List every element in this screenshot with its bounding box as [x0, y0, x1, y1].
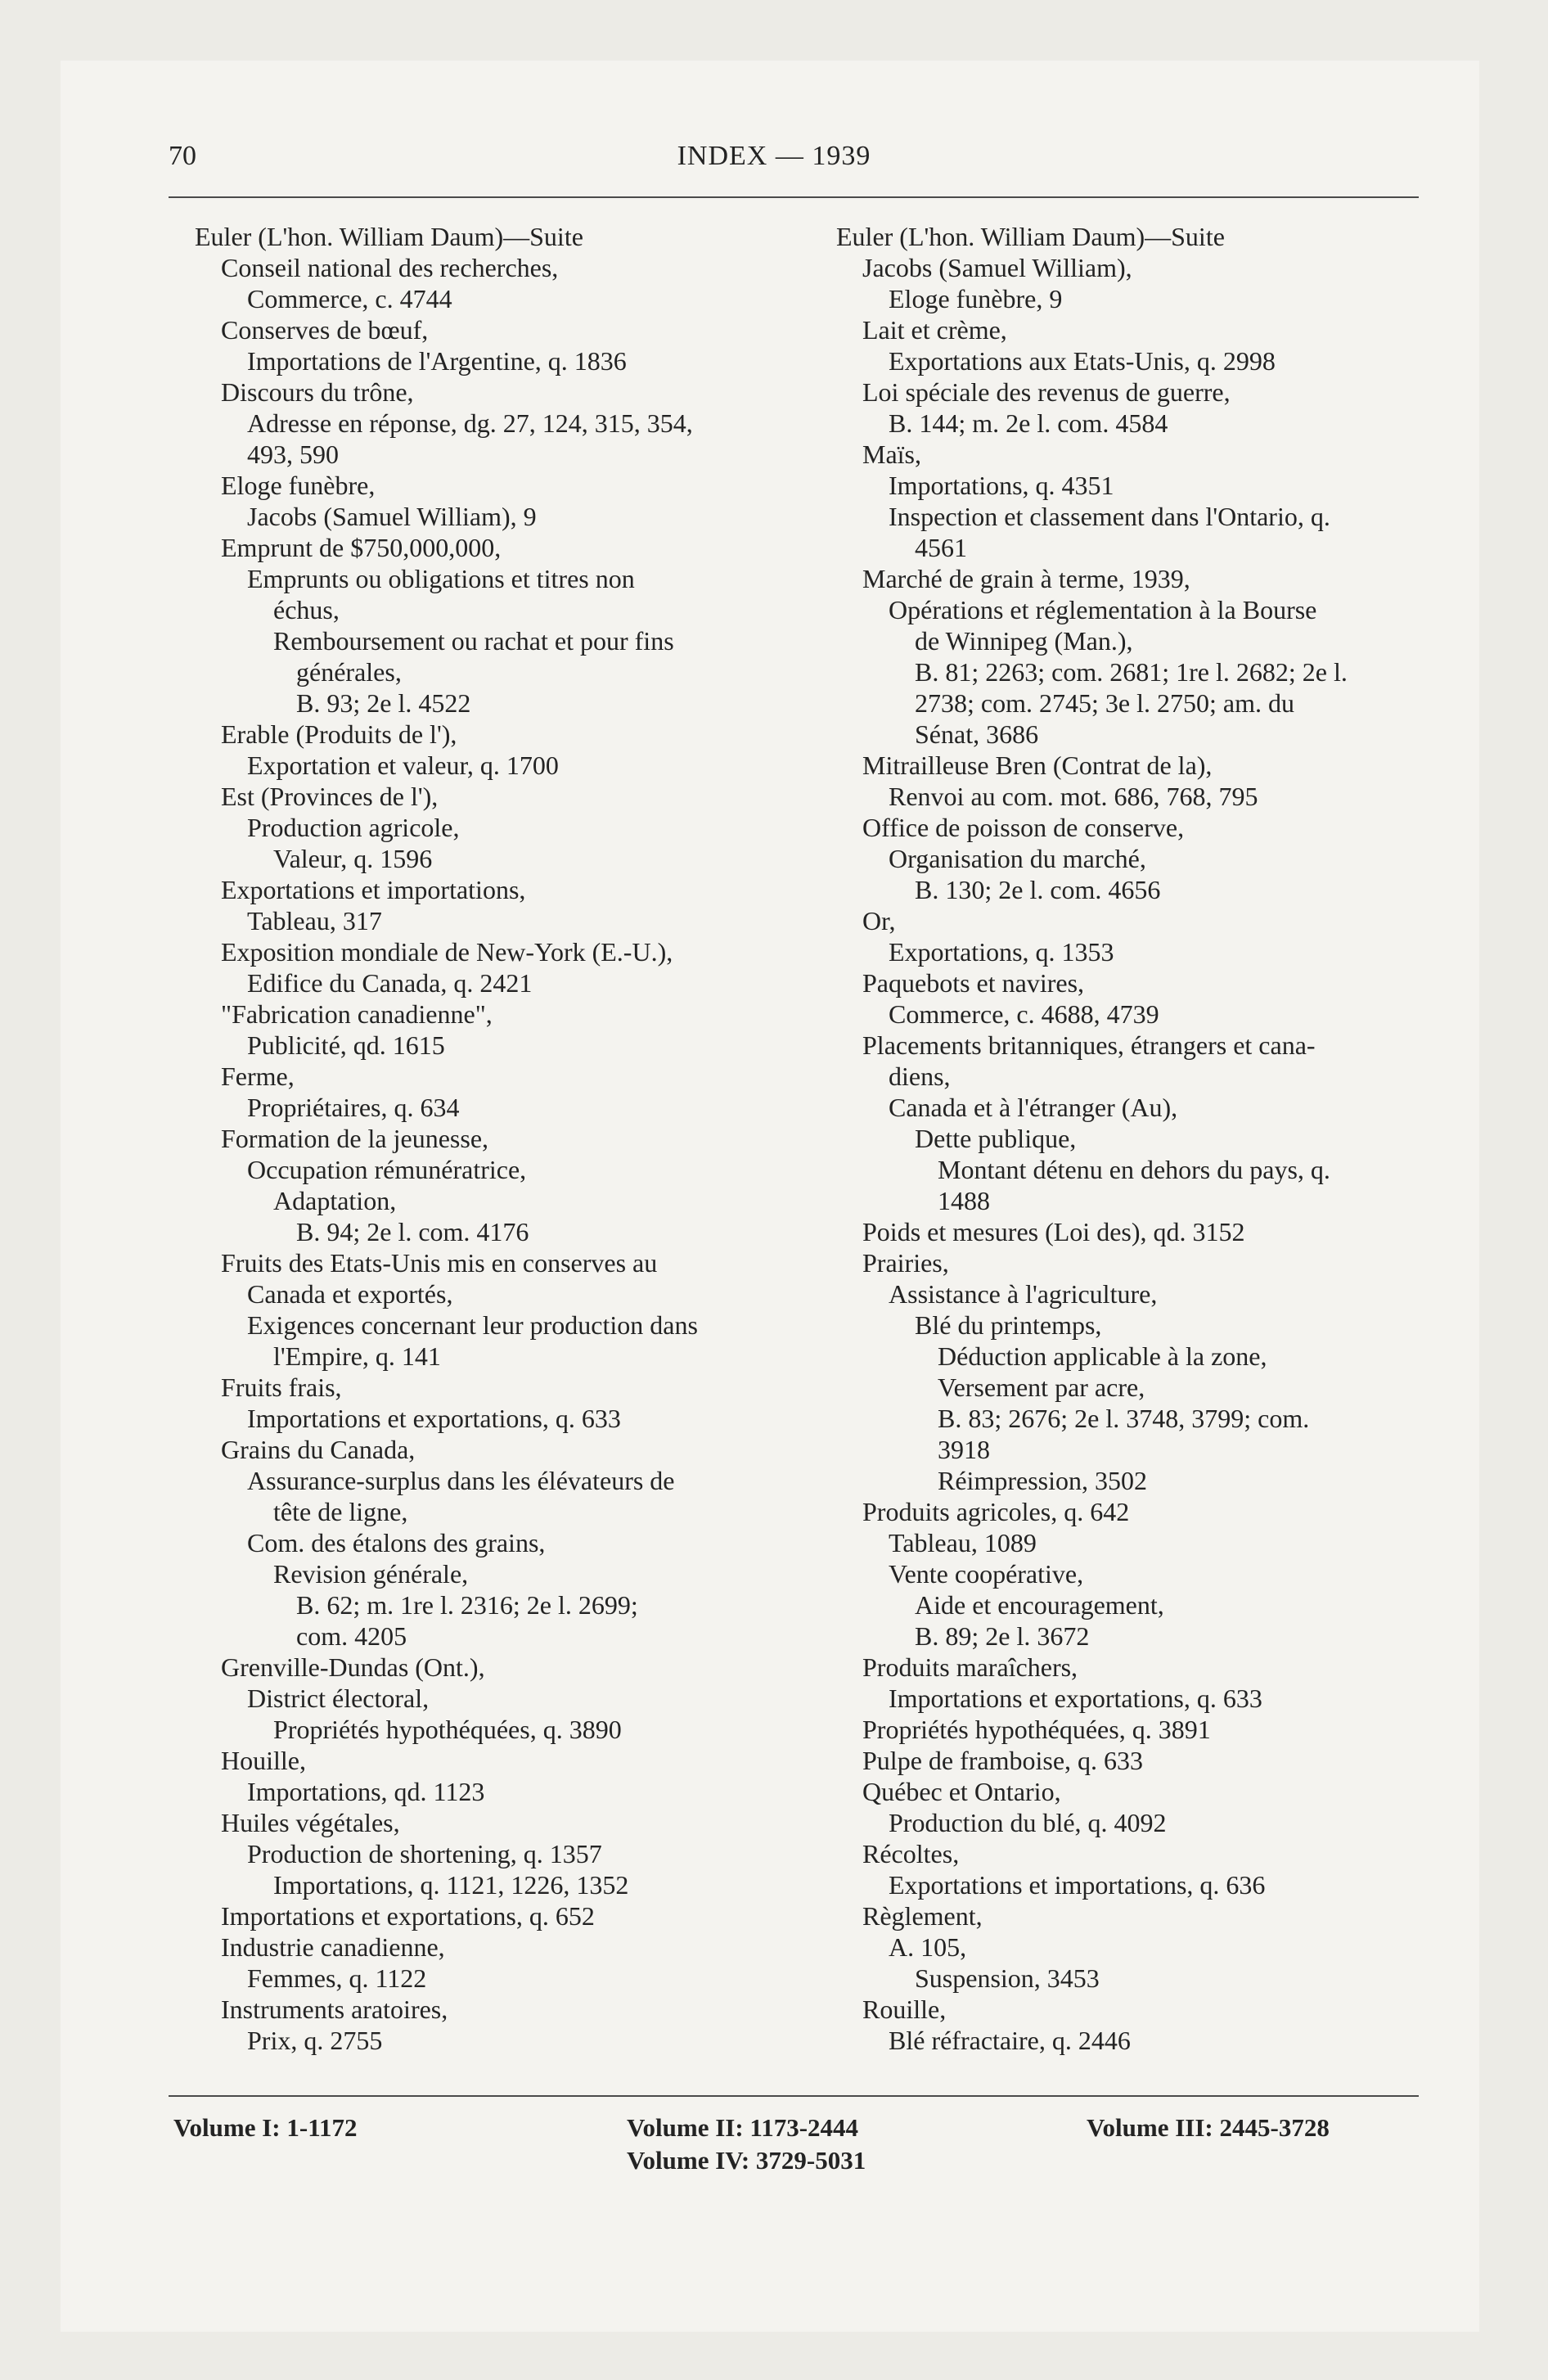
- index-entry: Eloge funèbre,: [221, 471, 376, 500]
- index-entry: Valeur, q. 1596: [273, 844, 433, 873]
- index-entry: Importations de l'Argentine, q. 1836: [247, 346, 627, 376]
- index-entry: Propriétés hypothéquées, q. 3890: [273, 1715, 622, 1744]
- index-entry: 1488: [938, 1186, 990, 1215]
- index-entry: Propriétés hypothéquées, q. 3891: [862, 1715, 1211, 1744]
- index-entry: de Winnipeg (Man.),: [915, 626, 1133, 656]
- index-entry: Paquebots et navires,: [862, 968, 1085, 998]
- footer-volume-2: Volume II: 1173-2444: [627, 2113, 859, 2142]
- index-entry: Est (Provinces de l'),: [221, 782, 439, 811]
- index-entry: Instruments aratoires,: [221, 1995, 448, 2024]
- index-entry: B. 130; 2e l. com. 4656: [915, 875, 1161, 904]
- index-entry: Placements britanniques, étrangers et cana-: [862, 1030, 1316, 1060]
- index-entry: Fruits frais,: [221, 1373, 342, 1402]
- index-entry: Dette publique,: [915, 1124, 1077, 1153]
- index-entry: Houille,: [221, 1746, 306, 1775]
- index-entry: Poids et mesures (Loi des), qd. 3152: [862, 1217, 1245, 1246]
- index-entry: Pulpe de framboise, q. 633: [862, 1746, 1144, 1775]
- index-entry: Exportation et valeur, q. 1700: [247, 751, 559, 780]
- index-entry: B. 94; 2e l. com. 4176: [296, 1217, 529, 1246]
- index-entry: Jacobs (Samuel William),: [862, 253, 1132, 282]
- index-entry: Euler (L'hon. William Daum)—Suite: [836, 222, 1225, 251]
- index-entry: Conseil national des recherches,: [221, 253, 559, 282]
- index-entry: Industrie canadienne,: [221, 1932, 445, 1962]
- index-entry: Importations, qd. 1123: [247, 1777, 485, 1806]
- index-entry: Réimpression, 3502: [938, 1466, 1147, 1495]
- index-entry: Organisation du marché,: [889, 844, 1146, 873]
- index-entry: B. 144; m. 2e l. com. 4584: [889, 408, 1168, 438]
- index-entry: Discours du trône,: [221, 377, 414, 407]
- index-entry: Vente coopérative,: [889, 1559, 1084, 1589]
- index-entry: Tableau, 317: [247, 906, 382, 935]
- index-entry: Prix, q. 2755: [247, 2026, 383, 2055]
- index-entry: Exportations et importations,: [221, 875, 526, 904]
- index-entry: Aide et encouragement,: [915, 1590, 1164, 1620]
- index-entry: com. 4205: [296, 1621, 407, 1651]
- index-entry: 493, 590: [247, 439, 339, 469]
- index-entry: Exigences concernant leur production dans: [247, 1310, 698, 1340]
- footer-volume-4: Volume IV: 3729-5031: [627, 2146, 866, 2175]
- index-entry: Exportations et importations, q. 636: [889, 1870, 1266, 1900]
- footer-volume-1: Volume I: 1-1172: [173, 2113, 358, 2142]
- index-entry: Adresse en réponse, dg. 27, 124, 315, 354,: [247, 408, 693, 438]
- index-entry: Opérations et réglementation à la Bourse: [889, 595, 1317, 624]
- index-entry: District électoral,: [247, 1684, 430, 1713]
- index-entry: Renvoi au com. mot. 686, 768, 795: [889, 782, 1258, 811]
- index-entry: Importations et exportations, q. 633: [247, 1404, 621, 1433]
- index-entry: Commerce, c. 4744: [247, 284, 452, 313]
- index-entry: Blé réfractaire, q. 2446: [889, 2026, 1131, 2055]
- index-entry: Exportations, q. 1353: [889, 937, 1114, 967]
- index-entry: Edifice du Canada, q. 2421: [247, 968, 533, 998]
- index-entry: Assistance à l'agriculture,: [889, 1279, 1158, 1309]
- index-entry: Remboursement ou rachat et pour fins: [273, 626, 674, 656]
- index-entry: Jacobs (Samuel William), 9: [247, 502, 537, 531]
- index-entry: Occupation rémunératrice,: [247, 1155, 527, 1184]
- index-entry: Produits maraîchers,: [862, 1652, 1078, 1682]
- page-title: INDEX — 1939: [677, 141, 871, 171]
- index-entry: Propriétaires, q. 634: [247, 1093, 460, 1122]
- index-entry: Lait et crème,: [862, 315, 1007, 345]
- index-entry: Récoltes,: [862, 1839, 960, 1868]
- footer-rule: [169, 2095, 1419, 2097]
- index-entry: Marché de grain à terme, 1939,: [862, 564, 1190, 593]
- index-entry: Revision générale,: [273, 1559, 469, 1589]
- index-entry: Exposition mondiale de New-York (E.-U.),: [221, 937, 673, 967]
- index-entry: Blé du printemps,: [915, 1310, 1102, 1340]
- index-column-right: [836, 221, 1425, 2056]
- index-entry: Mitrailleuse Bren (Contrat de la),: [862, 751, 1213, 780]
- index-entry: Conserves de bœuf,: [221, 315, 429, 345]
- index-entry: Femmes, q. 1122: [247, 1963, 427, 1993]
- index-entry: B. 93; 2e l. 4522: [296, 688, 471, 718]
- index-entry: Adaptation,: [273, 1186, 397, 1215]
- index-entry: B. 83; 2676; 2e l. 3748, 3799; com.: [938, 1404, 1310, 1433]
- index-column-left: [195, 221, 784, 2056]
- index-entry: Déduction applicable à la zone,: [938, 1341, 1267, 1371]
- index-entry: l'Empire, q. 141: [273, 1341, 441, 1371]
- index-entry: Commerce, c. 4688, 4739: [889, 999, 1159, 1029]
- index-entry: générales,: [296, 657, 402, 687]
- index-entry: Huiles végétales,: [221, 1808, 400, 1837]
- index-entry: A. 105,: [889, 1932, 967, 1962]
- index-entry: Emprunt de $750,000,000,: [221, 533, 502, 562]
- index-entry: Or,: [862, 906, 896, 935]
- index-entry: Com. des étalons des grains,: [247, 1528, 546, 1557]
- index-entry: Formation de la jeunesse,: [221, 1124, 489, 1153]
- index-entry: 2738; com. 2745; 3e l. 2750; am. du: [915, 688, 1294, 718]
- index-entry: Prairies,: [862, 1248, 949, 1278]
- index-entry: Grains du Canada,: [221, 1435, 416, 1464]
- index-entry: B. 62; m. 1re l. 2316; 2e l. 2699;: [296, 1590, 638, 1620]
- index-entry: Assurance-surplus dans les élévateurs de: [247, 1466, 675, 1495]
- index-entry: 4561: [915, 533, 967, 562]
- index-entry: Office de poisson de conserve,: [862, 813, 1185, 842]
- index-entry: Production du blé, q. 4092: [889, 1808, 1167, 1837]
- index-entry: Fruits des Etats-Unis mis en conserves au: [221, 1248, 658, 1278]
- index-entry: Versement par acre,: [938, 1373, 1145, 1402]
- index-entry: Eloge funèbre, 9: [889, 284, 1063, 313]
- index-entry: Montant détenu en dehors du pays, q.: [938, 1155, 1330, 1184]
- index-entry: Suspension, 3453: [915, 1963, 1100, 1993]
- index-entry: Publicité, qd. 1615: [247, 1030, 445, 1060]
- index-entry: Maïs,: [862, 439, 921, 469]
- index-entry: Rouille,: [862, 1995, 947, 2024]
- index-entry: Tableau, 1089: [889, 1528, 1037, 1557]
- index-entry: Produits agricoles, q. 642: [862, 1497, 1130, 1526]
- index-entry: Importations, q. 1121, 1226, 1352: [273, 1870, 629, 1900]
- index-entry: Exportations aux Etats-Unis, q. 2998: [889, 346, 1276, 376]
- footer-volume-3: Volume III: 2445-3728: [1087, 2113, 1330, 2142]
- index-entry: Production agricole,: [247, 813, 460, 842]
- index-entry: diens,: [889, 1062, 951, 1091]
- index-entry: Euler (L'hon. William Daum)—Suite: [195, 222, 583, 251]
- header-rule: [169, 196, 1419, 198]
- page-number: 70: [169, 141, 196, 171]
- index-entry: Erable (Produits de l'),: [221, 719, 457, 749]
- index-entry: échus,: [273, 595, 340, 624]
- index-entry: Loi spéciale des revenus de guerre,: [862, 377, 1231, 407]
- index-entry: Canada et à l'étranger (Au),: [889, 1093, 1178, 1122]
- index-entry: B. 89; 2e l. 3672: [915, 1621, 1090, 1651]
- index-entry: tête de ligne,: [273, 1497, 408, 1526]
- index-entry: Ferme,: [221, 1062, 295, 1091]
- index-entry: Règlement,: [862, 1901, 983, 1931]
- index-entry: Grenville-Dundas (Ont.),: [221, 1652, 485, 1682]
- index-entry: Production de shortening, q. 1357: [247, 1839, 602, 1868]
- index-entry: Inspection et classement dans l'Ontario, q.: [889, 502, 1330, 531]
- index-entry: Importations et exportations, q. 652: [221, 1901, 595, 1931]
- index-entry: Canada et exportés,: [247, 1279, 453, 1309]
- index-entry: Québec et Ontario,: [862, 1777, 1061, 1806]
- index-entry: Importations et exportations, q. 633: [889, 1684, 1262, 1713]
- index-entry: "Fabrication canadienne",: [221, 999, 493, 1029]
- index-entry: B. 81; 2263; com. 2681; 1re l. 2682; 2e l.: [915, 657, 1348, 687]
- index-entry: Emprunts ou obligations et titres non: [247, 564, 635, 593]
- index-entry: 3918: [938, 1435, 990, 1464]
- index-entry: Importations, q. 4351: [889, 471, 1114, 500]
- index-entry: Sénat, 3686: [915, 719, 1039, 749]
